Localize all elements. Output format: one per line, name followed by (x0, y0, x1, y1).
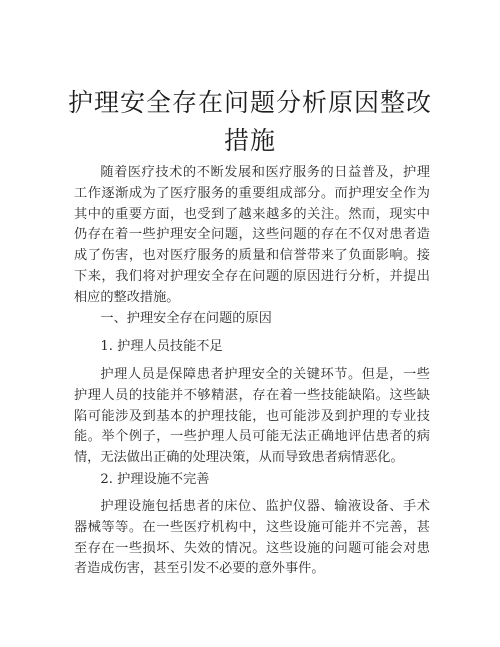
paragraph-staff-skills: 护理人员是保障患者护理安全的关键环节。但是，一些护理人员的技能并不够精湛，存在着一些技能缺陷。这些缺陷可能涉及到基本的护理技能，也可能涉及到护理的专业技能。举个例子，一些护理人员可能无法正确地评估患者的病情，无法做出正确的处理决策，从而导致患者病情恶化。 (74, 367, 430, 466)
document-title: 护理安全存在问题分析原因整改措施 (67, 88, 432, 155)
subheading-staff-skills: 1. 护理人员技能不足 (100, 339, 223, 354)
section-heading-causes: 一、护理安全存在问题的原因 (100, 311, 272, 326)
subheading-facilities: 2. 护理设施不完善 (100, 472, 210, 487)
paragraph-facilities: 护理设施包括患者的床位、监护仪器、输液设备、手术器械等等。在一些医疗机构中，这些设施可能并不完善，甚至存在一些损坏、失效的情况。这些设施的问题可能会对患者造成伤害，甚至引发不必要的意外事件。 (74, 499, 430, 577)
intro-paragraph: 随着医疗技术的不断发展和医疗服务的日益普及，护理工作逐渐成为了医疗服务的重要组成部分。而护理安全作为其中的重要方面，也受到了越来越多的关注。然而，现实中仍存在着一些护理安全问题，这些问题的存在不仅对患者造成了伤害，也对医疗服务的质量和信誉带来了负面影响。接下来，我们将对护理安全存在问题的原因进行分析，并提出相应的整改措施。 (74, 165, 430, 305)
